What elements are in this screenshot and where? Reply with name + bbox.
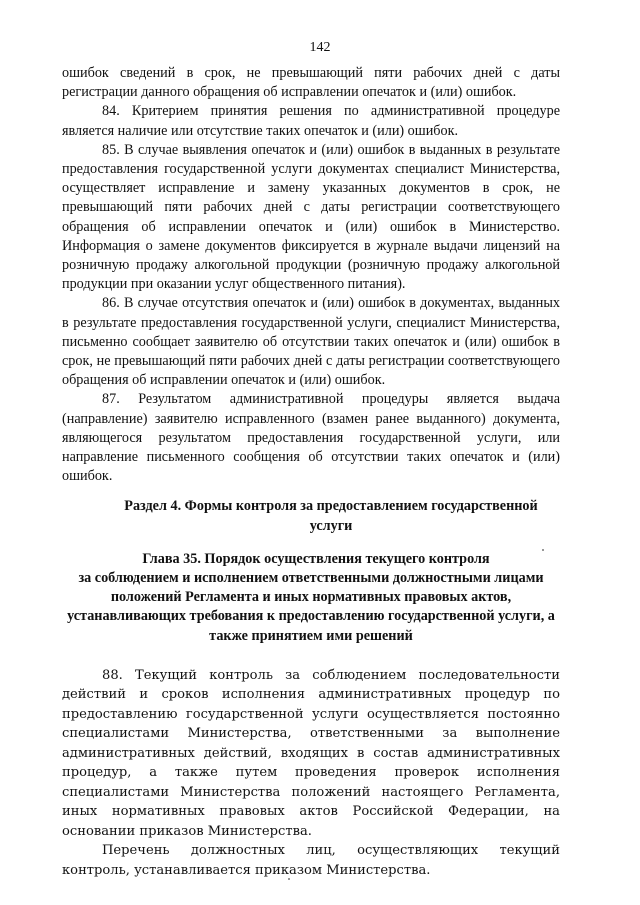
body-section-2	[62, 666, 560, 881]
section-title: Раздел 4. Формы контроля за предоставлением государственной услуги	[124, 498, 538, 534]
chapter-title-rest: за соблюдением и исполнением ответственными должностными лицами положений Регламента и иных нормативных правовых актов, устанавливающих требования к предоставлению государственной услуги, а также принятием ими решений	[67, 570, 555, 644]
document-content	[62, 64, 560, 880]
paragraph-continuation: ошибок сведений в срок, не превышающий пяти рабочих дней с даты регистрации данного обращения об исправлении опечаток и (или) ошибок.	[62, 65, 560, 101]
page-number: 142	[309, 40, 331, 55]
chapter-title-line-1: Глава 35. Порядок осуществления текущего контроля	[142, 550, 490, 567]
paragraph-88: 88. Текущий контроль за соблюдением последовательности действий и сроков исполнения административных процедур по предоставлению государственной услуги осуществляется постоянно специалистами Министерства, ответственными за выполнение административных действий, входящих в состав административных процедур, а также путем проведения проверок исполнения специалистами Министерства положений настоящего Регламента, иных нормативных правовых актов Российской Федерации, на основании приказов Министерства.	[62, 667, 560, 839]
paragraph-87: 87. Результатом административной процедуры является выдача (направление) заявителю исправленного (взамен ранее выданного) документа, являющегося результатом предоставления государственной услуги, или направление письменного сообщения об отсутствии таких опечаток и (или) ошибок.	[62, 391, 560, 485]
paragraph-84: 84. Критерием принятия решения по административной процедуре является наличие или отсутствие таких опечаток и (или) ошибок.	[62, 103, 560, 139]
paragraph-86: 86. В случае отсутствия опечаток и (или) ошибок в документах, выданных в результате предоставления государственной услуги, специалист Министерства, письменно сообщает заявителю об отсутствии таких опечаток и (или) ошибок в срок, не превышающий пяти рабочих дней с даты регистрации соответствующего обращения об исправлении опечаток и (или) ошибок.	[62, 295, 560, 389]
scan-speck	[542, 549, 544, 551]
paragraph-85: 85. В случае выявления опечаток и (или) ошибок в выданных в результате предоставления государственной услуги документах специалист Министерства, осуществляет исправление и замену указанных документов в срок, не превышающий пяти рабочих дней с даты регистрации соответствующего обращения об исправлении опечаток и (или) ошибок в Министерство. Информация о замене документов фиксируется в журнале выдачи лицензий на розничную продажу алкогольной продукции (розничную продажу алкогольной продукции при оказании услуг общественного питания).	[62, 141, 560, 293]
chapter-title	[62, 550, 560, 646]
scan-speck	[288, 878, 290, 880]
paragraph-officials-list: Перечень должностных лиц, осуществляющих текущий контроль, устанавливается приказом Министерства.	[62, 843, 560, 878]
